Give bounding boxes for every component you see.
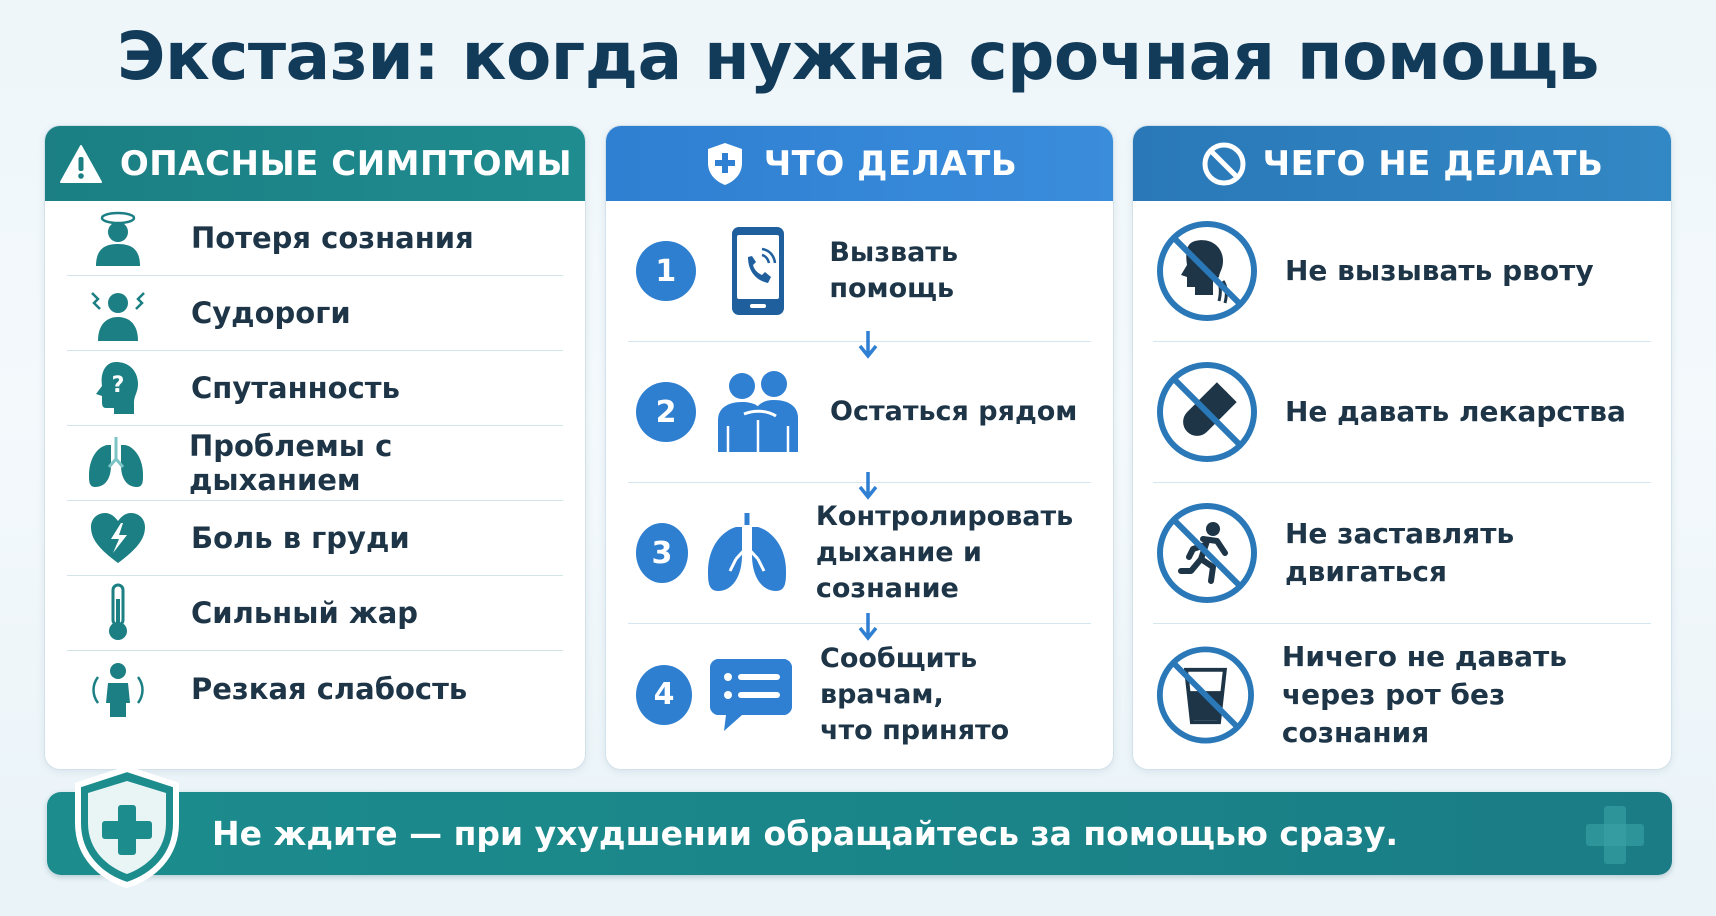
step-label-line: Контролировать	[815, 501, 1074, 532]
dont-label-line: двигаться	[1285, 555, 1447, 588]
list-item	[1153, 342, 1651, 483]
shield-plus-icon	[72, 765, 182, 889]
question-head-icon	[83, 358, 153, 418]
symptom-label: Судороги	[191, 296, 351, 330]
list-item	[1153, 483, 1651, 624]
list-item	[1153, 624, 1651, 765]
symptoms-card	[44, 125, 586, 770]
step-label-line: дыхание и сознание	[815, 537, 982, 604]
warning-icon	[58, 141, 104, 187]
footer-banner	[47, 792, 1672, 875]
heart-pain-icon	[83, 508, 153, 568]
todo-header	[606, 126, 1113, 201]
step-label-line: Вызвать помощь	[829, 237, 959, 304]
list-item	[67, 651, 563, 726]
symptoms-list	[45, 201, 585, 726]
no-pill-icon	[1155, 360, 1259, 464]
shield-plus-icon	[702, 141, 748, 187]
step-number: 3	[636, 523, 688, 583]
list-item	[628, 483, 1091, 624]
todo-card	[605, 125, 1114, 770]
thermometer-icon	[83, 583, 153, 643]
dont-label-line: Не заставлять	[1285, 517, 1515, 550]
list-item	[628, 201, 1091, 342]
step-label-line: Остаться рядом	[830, 396, 1078, 427]
dont-label	[1282, 638, 1651, 752]
symptom-label: Спутанность	[191, 371, 400, 405]
step-label	[829, 235, 1091, 307]
svg-text:?: ?	[111, 373, 125, 398]
step-label-line: Сообщить врачам,	[820, 642, 978, 710]
lungs-icon	[83, 433, 151, 493]
list-item	[67, 426, 563, 501]
dizzy-head-icon	[83, 208, 153, 268]
dont-label	[1285, 252, 1594, 290]
step-number: 4	[636, 665, 692, 725]
medical-cross-icon	[1582, 802, 1648, 868]
convulsion-person-icon	[83, 283, 153, 343]
list-item	[67, 201, 563, 276]
lungs-icon	[704, 505, 790, 601]
no-running-icon	[1155, 501, 1259, 605]
page-title: Экстази: когда нужна срочная помощь	[117, 18, 1599, 95]
symptoms-header	[45, 126, 585, 201]
no-vomit-icon	[1155, 219, 1259, 323]
step-number: 2	[636, 382, 696, 442]
dont-label-line: Ничего не давать	[1281, 639, 1567, 673]
list-item	[628, 342, 1091, 483]
prohibited-icon	[1201, 141, 1247, 187]
no-drink-icon	[1155, 643, 1256, 747]
list-item	[1153, 201, 1651, 342]
dont-label	[1285, 393, 1626, 431]
symptom-label: Сильный жар	[191, 596, 419, 630]
list-item	[628, 624, 1091, 765]
symptom-label: Резкая слабость	[191, 671, 468, 706]
symptom-label: Потеря сознания	[191, 221, 474, 255]
todo-steps	[606, 201, 1113, 765]
dont-header	[1133, 126, 1671, 201]
symptom-label: Проблемы с дыханием	[188, 429, 393, 497]
dont-label	[1285, 515, 1514, 591]
symptom-label: Боль в груди	[191, 521, 410, 555]
dont-label-line: Не давать лекарства	[1285, 395, 1626, 428]
step-label-line: что принято	[820, 714, 1010, 746]
todo-header-label: ЧТО ДЕЛАТЬ	[763, 143, 1018, 184]
symptoms-header-label: ОПАСНЫЕ СИМПТОМЫ	[119, 143, 573, 184]
phone-call-icon	[712, 223, 804, 319]
dont-card	[1132, 125, 1672, 770]
list-item	[67, 351, 563, 426]
weak-person-icon	[83, 659, 153, 719]
dont-label-line: Не вызывать рвоту	[1285, 254, 1594, 287]
step-number: 1	[636, 241, 696, 301]
list-item	[67, 576, 563, 651]
step-label	[830, 394, 1077, 430]
step-label	[816, 499, 1091, 607]
step-label	[820, 641, 1091, 749]
chat-list-icon	[708, 647, 794, 743]
dont-header-label: ЧЕГО НЕ ДЕЛАТЬ	[1262, 143, 1604, 184]
dont-list	[1133, 201, 1671, 765]
footer-text: Не ждите — при ухудшении обращайтесь за помощью сразу.	[212, 814, 1399, 853]
list-item	[67, 501, 563, 576]
list-item	[67, 276, 563, 351]
dont-label-line: через рот без сознания	[1281, 677, 1506, 749]
two-people-icon	[712, 364, 804, 460]
